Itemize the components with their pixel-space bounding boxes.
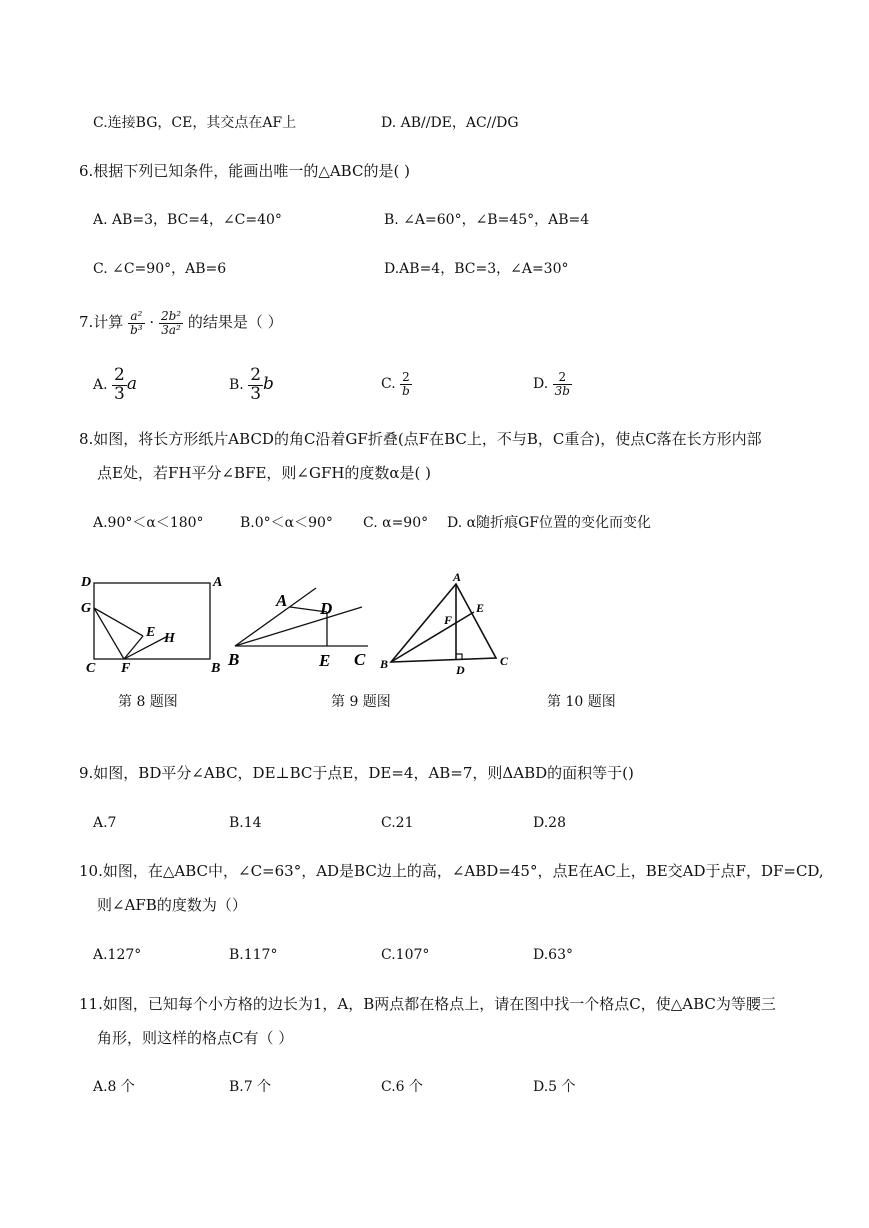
q6-option-d: D.AB=4，BC=3，∠A=30° bbox=[384, 261, 569, 277]
fig8-label-d: D bbox=[81, 575, 92, 590]
q10-stem-line1: 10.如图，在△ABC中，∠C=63°，AD是BC边上的高，∠ABD=45°，点E在AC上，BE交AD于点F，DF=CD, bbox=[79, 862, 824, 880]
fig10-label-b: B bbox=[380, 657, 389, 671]
fig10-label-c: C bbox=[500, 654, 509, 668]
fig8-label-b: B bbox=[211, 661, 221, 676]
q7-option-a-label: A. bbox=[93, 377, 108, 393]
fig8-rectangle bbox=[94, 583, 210, 659]
q6-option-c: C. ∠C=90°，AB=6 bbox=[93, 261, 227, 277]
q11-option-d: D.5 个 bbox=[533, 1079, 576, 1095]
q7-option-a-var: a bbox=[126, 374, 137, 394]
q10-option-a: A.127° bbox=[93, 947, 142, 963]
q7-option-a bbox=[93, 364, 137, 404]
q7-stem bbox=[79, 302, 283, 342]
q7-dot: · bbox=[149, 313, 155, 331]
q9-option-b: B.14 bbox=[229, 815, 262, 831]
q6-option-b: B. ∠A=60°，∠B=45°，AB=4 bbox=[384, 212, 590, 228]
q7-f2-numerator: 2b² bbox=[160, 308, 182, 323]
fig8-label-f: F bbox=[121, 661, 131, 676]
q7-f1-denominator: b³ bbox=[130, 322, 143, 337]
q11-option-a: A.8 个 bbox=[93, 1079, 135, 1095]
q9-option-c: C.21 bbox=[381, 815, 414, 831]
q7-option-b-fraction bbox=[248, 364, 263, 404]
q11-option-b: B.7 个 bbox=[229, 1079, 272, 1095]
fig10-label-a: A bbox=[453, 570, 462, 584]
q7-option-c-label: C. bbox=[381, 376, 396, 392]
q5-option-d: D. AB//DE，AC//DG bbox=[381, 115, 519, 131]
fig8-segment-fh bbox=[124, 637, 166, 659]
fig8-label-e: E bbox=[146, 625, 156, 640]
fig9-label-e: E bbox=[319, 651, 331, 670]
fig8-label-a: A bbox=[213, 575, 223, 590]
fig9-ray-bd bbox=[235, 607, 362, 646]
fig8-label-h: H bbox=[164, 631, 175, 646]
fig10-label-f: F bbox=[444, 613, 453, 627]
q11-stem-line1: 11.如图，已知每个小方格的边长为1，A，B两点都在格点上，请在图中找一个格点C，使△ABC为等腰三 bbox=[79, 995, 776, 1013]
fig9-caption: 第 9 题图 bbox=[331, 694, 391, 710]
q10-stem-line2: 则∠AFB的度数为（） bbox=[97, 896, 247, 914]
q7-f1-numerator: a² bbox=[128, 310, 145, 324]
figure-10 bbox=[376, 570, 526, 680]
q7-option-a-den: 3 bbox=[114, 383, 125, 404]
q7-option-a-fraction bbox=[112, 364, 127, 404]
q8-option-c: C. α=90° bbox=[363, 515, 429, 531]
q8-option-d: D. α随折痕GF位置的变化而变化 bbox=[447, 515, 651, 531]
figure-9 bbox=[228, 582, 378, 674]
fig8-label-g: G bbox=[81, 601, 92, 616]
fig9-label-b: B bbox=[228, 650, 240, 669]
figure-8 bbox=[76, 572, 226, 682]
fig8-caption: 第 8 题图 bbox=[118, 694, 178, 710]
q10-option-d: D.63° bbox=[533, 947, 573, 963]
q7-f2-denominator: 3a² bbox=[161, 322, 181, 337]
q7-fraction-1 bbox=[128, 310, 145, 336]
q7-option-c bbox=[381, 364, 412, 404]
q7-option-b bbox=[229, 364, 274, 404]
fig10-label-e: E bbox=[476, 601, 485, 615]
q7-option-d-label: D. bbox=[533, 376, 549, 392]
q7-option-c-num: 2 bbox=[400, 371, 412, 385]
q8-option-b: B.0°＜α＜90° bbox=[240, 515, 333, 531]
q8-stem-line1: 8.如图，将长方形纸片ABCD的角C沿着GF折叠(点F在BC上，不与B，C重合)，使点C落在长方形内部 bbox=[79, 430, 762, 448]
q7-option-b-num: 2 bbox=[250, 364, 262, 385]
fig10-label-d: D bbox=[456, 663, 465, 677]
q7-fraction-2 bbox=[159, 310, 183, 336]
q7-option-d-fraction bbox=[553, 371, 572, 397]
q11-stem-line2: 角形，则这样的格点C有（ ） bbox=[97, 1029, 294, 1047]
q7-option-d bbox=[533, 364, 572, 404]
q9-stem: 9.如图，BD平分∠ABC，DE⊥BC于点E，DE=4，AB=7，则ΔABD的面积等于() bbox=[79, 764, 634, 782]
fig8-segment-ef bbox=[124, 636, 143, 659]
q7-option-c-den: b bbox=[402, 383, 410, 398]
q7-option-d-den: 3b bbox=[554, 383, 570, 398]
q7-prefix: 7.计算 bbox=[79, 313, 124, 331]
q7-option-b-label: B. bbox=[229, 377, 244, 393]
q9-option-d: D.28 bbox=[533, 815, 566, 831]
q6-option-a: A. AB=3，BC=4，∠C=40° bbox=[93, 212, 282, 228]
fig9-label-c: C bbox=[354, 650, 366, 669]
q8-stem-line2: 点E处，若FH平分∠BFE，则∠GFH的度数α是( ) bbox=[97, 464, 432, 482]
q7-suffix: 的结果是（ ） bbox=[187, 313, 283, 331]
q5-option-c: C.连接BG，CE，其交点在AF上 bbox=[93, 115, 297, 131]
fig8-segment-ge bbox=[94, 608, 143, 636]
q7-option-b-den: 3 bbox=[250, 383, 262, 404]
q7-option-c-fraction bbox=[400, 371, 412, 397]
q7-option-d-num: 2 bbox=[553, 371, 572, 385]
fig10-caption: 第 10 题图 bbox=[547, 694, 616, 710]
q11-option-c: C.6 个 bbox=[381, 1079, 424, 1095]
q10-option-c: C.107° bbox=[381, 947, 430, 963]
q7-option-b-var: b bbox=[263, 374, 274, 394]
q8-option-a: A.90°＜α＜180° bbox=[93, 515, 204, 531]
q7-option-a-num: 2 bbox=[114, 364, 125, 385]
fig9-label-d: D bbox=[320, 599, 333, 618]
q6-stem: 6.根据下列已知条件，能画出唯一的△ABC的是( ) bbox=[79, 162, 410, 180]
fig8-label-c: C bbox=[86, 661, 96, 676]
fig9-label-a: A bbox=[276, 591, 288, 610]
fig8-fold-gf bbox=[94, 608, 124, 659]
q9-option-a: A.7 bbox=[93, 815, 117, 831]
q10-option-b: B.117° bbox=[229, 947, 278, 963]
